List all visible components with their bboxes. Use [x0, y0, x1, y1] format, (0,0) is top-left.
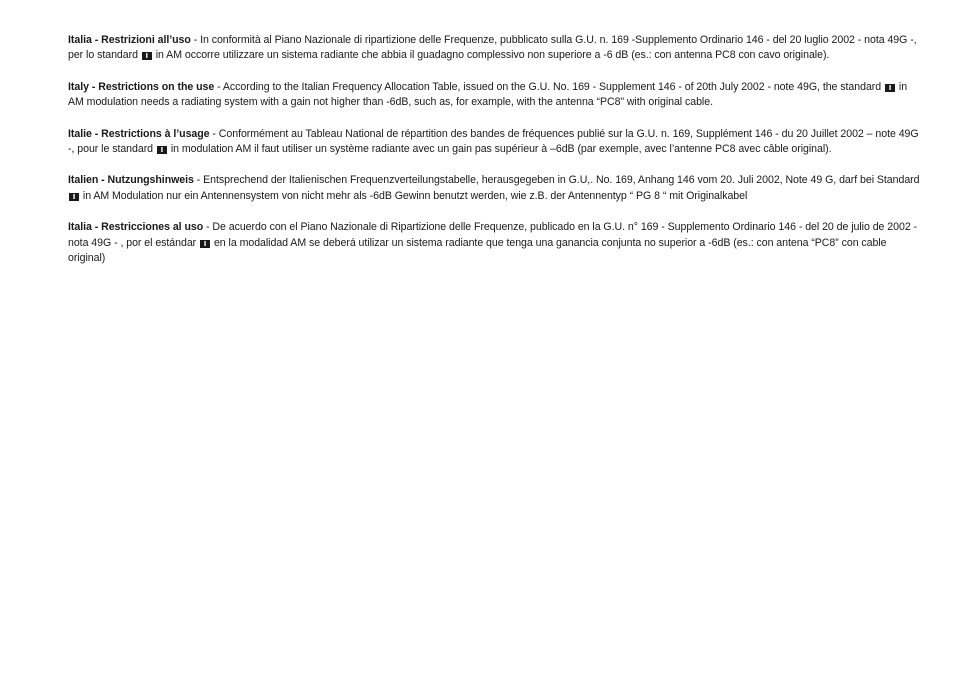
section-text: in AM modulation needs a radiating system with a gain not higher than -6dB, such as, for example, with the antenna “PC8” with original cable.	[68, 80, 908, 109]
standard-badge: I	[157, 146, 167, 154]
section-text: - Entsprechend der Italienischen Frequenzverteilungstabelle, herausgegeben in G.U,. No. 169, Anhang 146 vom 20. Juli 2002, Note 49 G, darf bei Standard	[193, 174, 920, 187]
section-text: in modulation AM il faut utiliser un système radiante avec un gain pas supérieur à –6dB (par exemple, avec l’antenne PC8 avec câble original).	[167, 143, 832, 156]
section-heading: Italia - Restrizioni all’uso	[68, 34, 191, 46]
section-text: in AM Modulation nur ein Antennensystem von nicht mehr als -6dB Gewinn benutzt werden, wie z.B. der Antennentyp “ PG 8 “ mit Originalkabel	[80, 189, 748, 202]
section-spanish	[68, 220, 920, 266]
section-heading: Italia - Restricciones al uso	[68, 221, 204, 234]
section-italian	[68, 33, 920, 64]
section-text: - According to the Italian Frequency Allocation Table, issued on the G.U. No. 169 - Supplement 146 - of 20th July 2002 - note 49G, the standard	[214, 80, 885, 93]
standard-badge: I	[69, 193, 79, 201]
section-text: - Conformément au Tableau National de répartition des bandes de fréquences publié sur la G.U. n. 169, Supplément 146 - du 20 Juillet 2002 – note 49G -, pour le standard	[68, 127, 919, 156]
section-english	[68, 80, 920, 111]
document-page	[68, 33, 920, 282]
section-text: - In conformità al Piano Nazionale di ripartizione delle Frequenze, pubblicato sulla G.U. n. 169 -Supplemento Ordinario 146 - del 20 luglio 2002 - nota 49G -, per lo standard	[68, 34, 917, 62]
standard-badge: I	[885, 84, 895, 92]
section-heading: Italy - Restrictions on the use	[68, 80, 215, 93]
section-german	[68, 173, 920, 204]
section-heading: Italien - Nutzungshinweis	[68, 174, 194, 187]
section-text: in AM occorre utilizzare un sistema radiante che abbia il guadagno complessivo non superiore a -6 dB (es.: con antenna PC8 con cavo originale).	[152, 49, 830, 62]
section-text: - De acuerdo con el Piano Nazionale di Ripartizione delle Frequenze, publicado en la G.U. n° 169 - Supplemento Ordinario 146 - del 20 de julio de 2002 - nota 49G - , por el estándar	[68, 221, 918, 249]
section-heading: Italie - Restrictions à l’usage	[68, 127, 210, 140]
section-text: en la modalidad AM se deberá utilizar un sistema radiante que tenga una ganancia conjunta no superior a -6dB (es.: con antena “PC8” con cable original)	[68, 236, 887, 265]
standard-badge: I	[142, 52, 152, 60]
section-french	[68, 127, 920, 158]
standard-badge: I	[200, 240, 210, 248]
